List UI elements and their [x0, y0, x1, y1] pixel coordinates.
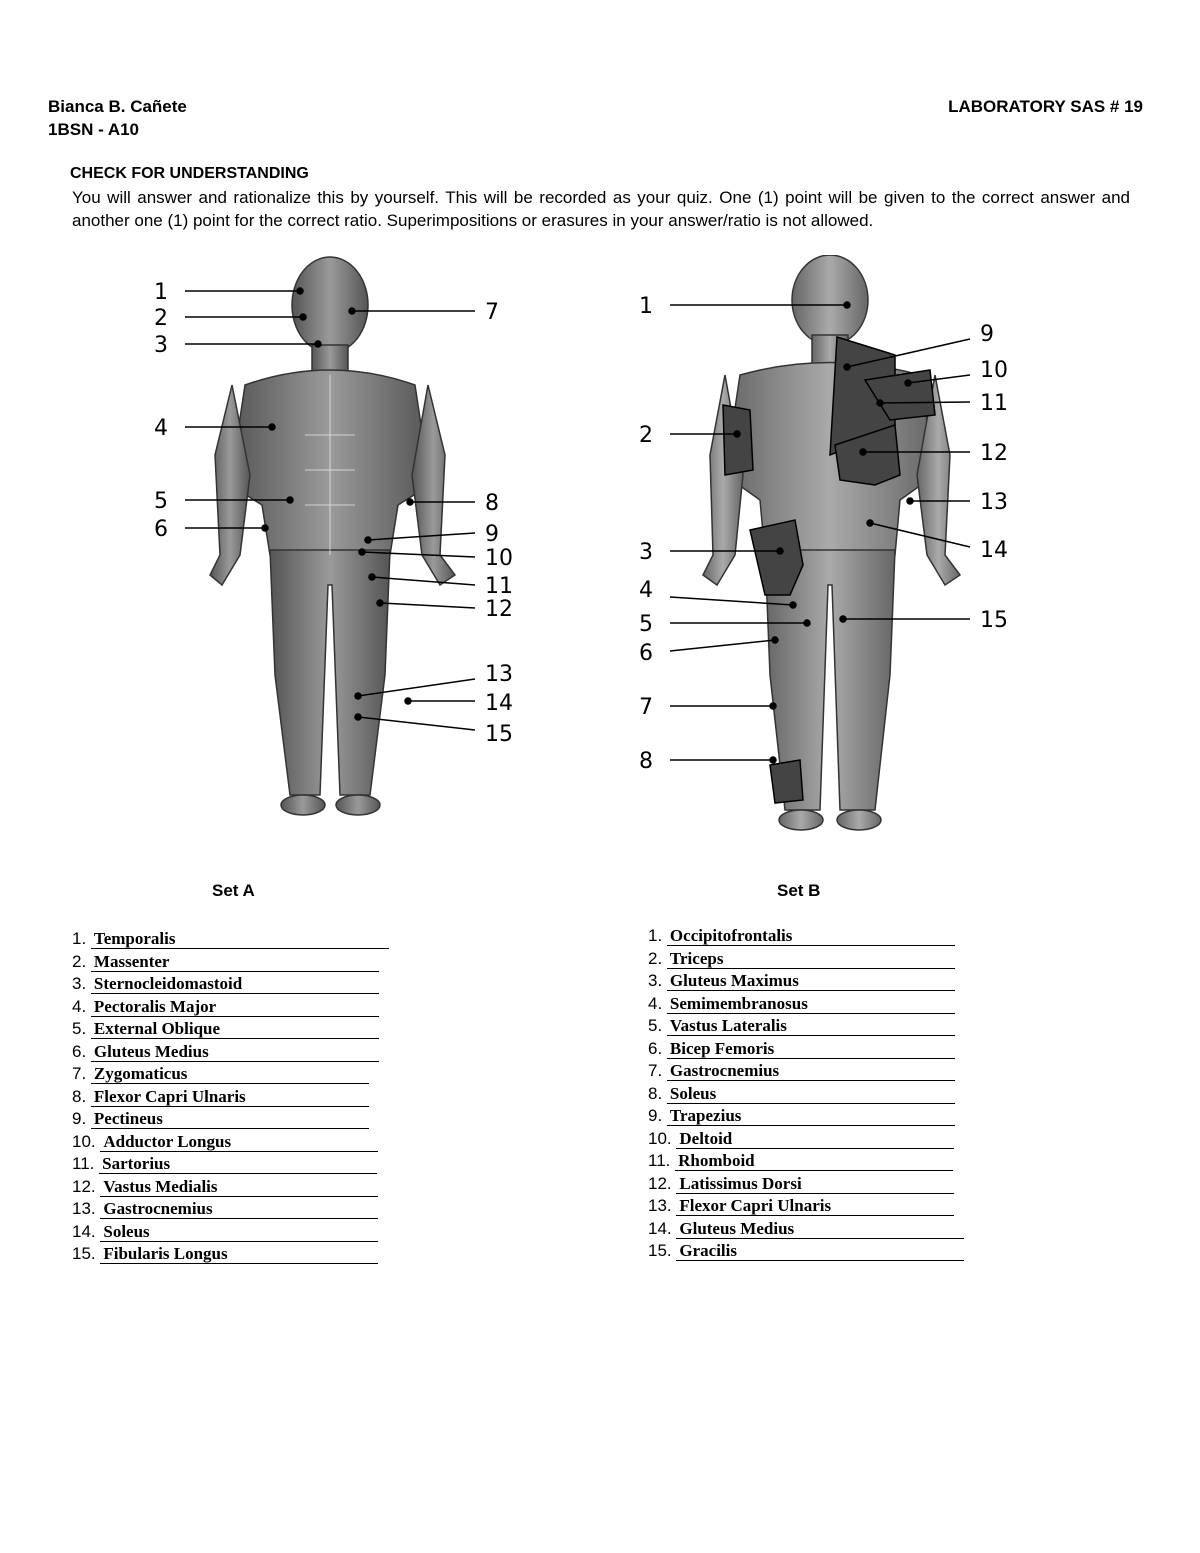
set-a-item-number: 2.	[72, 952, 87, 971]
set-a-item-answer: Massenter	[91, 953, 379, 972]
set-b-item	[648, 1106, 955, 1128]
set-a-item-number: 1.	[72, 929, 87, 948]
set-a-item-number: 7.	[72, 1064, 87, 1083]
set-b-item	[648, 1196, 954, 1218]
set-a-item-number: 10.	[72, 1132, 96, 1151]
front-label: 6	[154, 517, 168, 542]
set-b-item	[648, 1016, 955, 1038]
set-b-item-answer: Vastus Lateralis	[667, 1017, 955, 1036]
back-label: 11	[980, 391, 1008, 416]
set-b-item-number: 2.	[648, 949, 663, 968]
set-a-item-answer: Temporalis	[91, 930, 389, 949]
set-a-item-number: 15.	[72, 1244, 96, 1263]
set-a-item-number: 13.	[72, 1199, 96, 1218]
front-label: 2	[154, 306, 168, 331]
back-label: 15	[980, 608, 1008, 633]
set-a-item	[72, 1064, 369, 1086]
set-a-item-answer: Fibularis Longus	[100, 1245, 378, 1264]
back-label: 14	[980, 538, 1008, 563]
set-a-item-number: 14.	[72, 1222, 96, 1241]
set-a-item-answer: Pectineus	[91, 1110, 369, 1129]
back-label: 8	[639, 749, 653, 774]
set-a-item	[72, 1042, 379, 1064]
set-b-title: Set B	[777, 881, 821, 900]
set-a-item-answer: Gastrocnemius	[100, 1200, 378, 1219]
front-label: 1	[154, 280, 168, 305]
set-b-item-answer: Gracilis	[676, 1242, 964, 1261]
back-label: 10	[980, 358, 1008, 383]
front-label: 11	[485, 574, 513, 599]
front-label: 8	[485, 491, 499, 516]
set-a-item	[72, 1177, 378, 1199]
set-b-item-number: 3.	[648, 971, 663, 990]
front-label: 9	[485, 522, 499, 547]
set-a-item-answer: Vastus Medialis	[100, 1178, 378, 1197]
front-label: 13	[485, 662, 513, 687]
set-b-item	[648, 1084, 955, 1106]
set-b-item-number: 4.	[648, 994, 663, 1013]
back-label: 5	[639, 612, 653, 637]
set-a-item	[72, 1199, 378, 1221]
set-b-item-answer: Semimembranosus	[667, 995, 955, 1014]
set-b-item-number: 7.	[648, 1061, 663, 1080]
set-b-item-answer: Gluteus Medius	[676, 1220, 964, 1239]
set-b-item-answer: Gluteus Maximus	[667, 972, 955, 991]
student-name: Bianca B. Cañete	[48, 97, 187, 116]
back-label: 7	[639, 695, 653, 720]
set-b-item-answer: Trapezius	[667, 1107, 955, 1126]
set-b-item-number: 13.	[648, 1196, 672, 1215]
back-label: 6	[639, 641, 653, 666]
back-body-silhouette	[703, 255, 960, 830]
set-b-item	[648, 926, 955, 948]
set-a-item	[72, 929, 389, 951]
set-b-item-number: 5.	[648, 1016, 663, 1035]
set-b-item	[648, 971, 955, 993]
student-section: 1BSN - A10	[48, 120, 140, 139]
set-b-item-number: 1.	[648, 926, 663, 945]
set-a-item	[72, 974, 379, 996]
set-a-item-answer: Gluteus Medius	[91, 1043, 379, 1062]
set-b-item	[648, 1061, 955, 1083]
front-label: 4	[154, 416, 168, 441]
set-b-item	[648, 994, 955, 1016]
set-a-item	[72, 997, 379, 1019]
set-a-item-number: 11.	[72, 1154, 95, 1173]
set-a-item-number: 4.	[72, 997, 87, 1016]
set-a-item	[72, 1154, 377, 1176]
set-b-item-number: 15.	[648, 1241, 672, 1260]
set-b-item-number: 11.	[648, 1151, 671, 1170]
set-b-item	[648, 949, 955, 971]
set-a-item-answer: Sternocleidomastoid	[91, 975, 379, 994]
set-b-item	[648, 1129, 954, 1151]
set-b-item-answer: Soleus	[667, 1085, 955, 1104]
set-a-item-answer: Adductor Longus	[100, 1133, 378, 1152]
set-b-item	[648, 1039, 955, 1061]
set-b-item-answer: Deltoid	[676, 1130, 954, 1149]
set-a-item-answer: Soleus	[100, 1223, 378, 1242]
set-b-item-answer: Latissimus Dorsi	[676, 1175, 954, 1194]
front-label: 14	[485, 691, 513, 716]
set-a-item	[72, 1087, 369, 1109]
front-label: 5	[154, 489, 168, 514]
back-label: 2	[639, 423, 653, 448]
set-b-item-answer: Rhomboid	[675, 1152, 953, 1171]
front-label: 3	[154, 333, 168, 358]
set-b-item	[648, 1151, 953, 1173]
set-b-item-number: 9.	[648, 1106, 663, 1125]
back-muscle-diagram	[625, 255, 1045, 845]
back-label: 4	[639, 578, 653, 603]
back-label: 3	[639, 540, 653, 565]
set-a-item-number: 9.	[72, 1109, 87, 1128]
front-label: 7	[485, 300, 499, 325]
set-a-item	[72, 1244, 378, 1266]
set-a-item-answer: Sartorius	[99, 1155, 377, 1174]
set-a-item	[72, 952, 379, 974]
set-b-item-answer: Flexor Capri Ulnaris	[676, 1197, 954, 1216]
set-a-item-number: 8.	[72, 1087, 87, 1106]
lab-title: LABORATORY SAS # 19	[948, 97, 1143, 116]
set-a-item-number: 5.	[72, 1019, 87, 1038]
set-a-item	[72, 1222, 378, 1244]
front-label: 10	[485, 546, 513, 571]
set-b-item-number: 8.	[648, 1084, 663, 1103]
set-a-item-answer: Flexor Capri Ulnaris	[91, 1088, 369, 1107]
set-a-item-answer: External Oblique	[91, 1020, 379, 1039]
set-a-item-number: 3.	[72, 974, 87, 993]
back-label: 12	[980, 441, 1008, 466]
set-a-item-answer: Pectoralis Major	[91, 998, 379, 1017]
set-b-item	[648, 1241, 964, 1263]
set-b-item-answer: Gastrocnemius	[667, 1062, 955, 1081]
set-b-item-answer: Bicep Femoris	[667, 1040, 955, 1059]
back-label: 1	[639, 294, 653, 319]
front-label: 15	[485, 722, 513, 747]
back-label: 13	[980, 490, 1008, 515]
back-label: 9	[980, 322, 994, 347]
set-a-item-answer: Zygomaticus	[91, 1065, 369, 1084]
set-b-item-answer: Triceps	[667, 950, 955, 969]
front-muscle-diagram	[140, 255, 540, 845]
set-b-item-answer: Occipitofrontalis	[667, 927, 955, 946]
set-a-item	[72, 1019, 379, 1041]
set-a-item	[72, 1109, 369, 1131]
set-b-item	[648, 1174, 954, 1196]
front-label: 12	[485, 597, 513, 622]
instructions: You will answer and rationalize this by yourself. This will be recorded as your quiz. One (1) point will be given to the correct answer and another one (1) point for the correct ratio. Superimpositions or erasures in your answer/ratio is not allowed.	[72, 188, 1130, 230]
set-b-item-number: 12.	[648, 1174, 672, 1193]
set-a-item-number: 6.	[72, 1042, 87, 1061]
set-b-item-number: 14.	[648, 1219, 672, 1238]
set-a-item-number: 12.	[72, 1177, 96, 1196]
set-b-item-number: 10.	[648, 1129, 672, 1148]
section-title: CHECK FOR UNDERSTANDING	[70, 165, 309, 182]
set-a-title: Set A	[212, 881, 255, 900]
set-a-item	[72, 1132, 378, 1154]
set-b-item-number: 6.	[648, 1039, 663, 1058]
set-b-item	[648, 1219, 964, 1241]
